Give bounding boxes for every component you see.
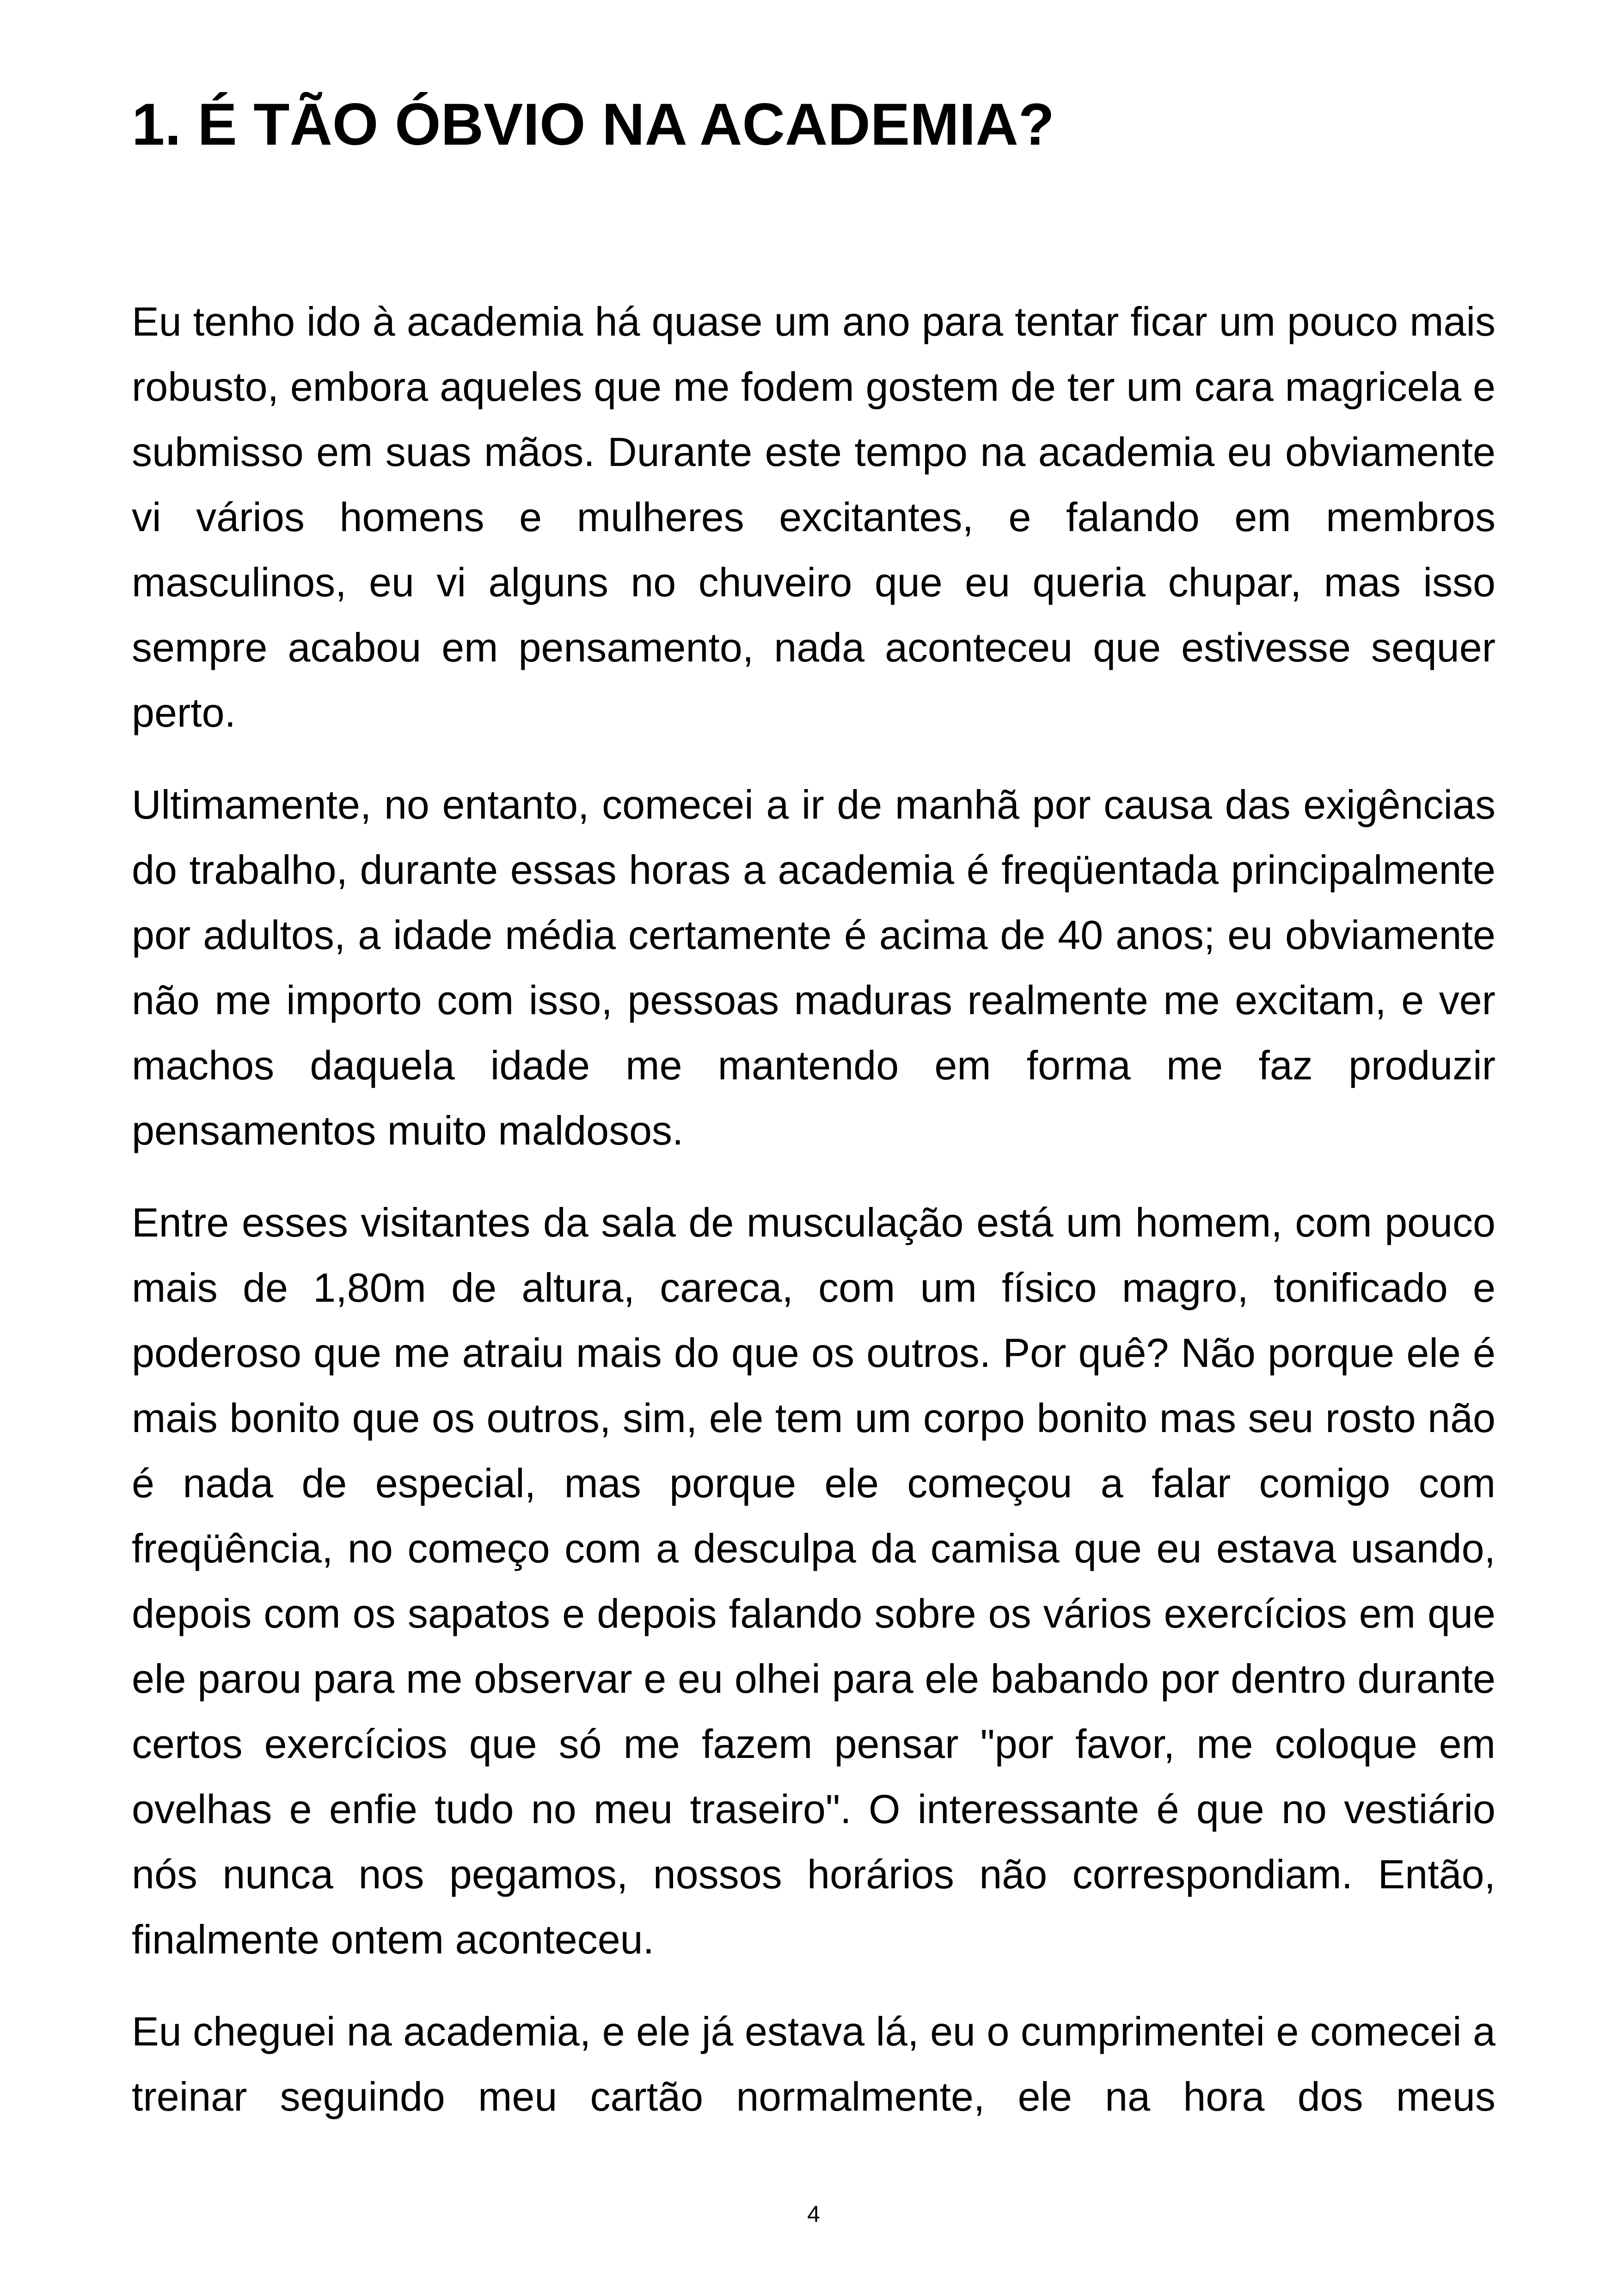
- paragraph: Eu cheguei na academia, e ele já estava lá, eu o cumprimentei e comecei a treinar seguindo meu cartão normalmente, ele na hora dos meus: [132, 2008, 1495, 2119]
- paragraph: Entre esses visitantes da sala de musculação está um homem, com pouco mais de 1,80m de altura, careca, com um físico magro, tonificado e poderoso que me atraiu mais do que os outros. Por quê? Não porque ele é mais bonito que os outros, sim, ele tem um corpo bonito mas seu rosto não é nada de especial, mas porque ele começou a falar comigo com freqüência, no começo com a desculpa da camisa que eu estava usando, depois com os sapatos e depois falando sobre os vários exercícios em que ele parou para me observar e eu olhei para ele babando por dentro durante certos exercícios que só me fazem pensar "por favor, me coloque em ovelhas e enfie tudo no meu traseiro". O interessante é que no vestiário nós nunca nos pegamos, nossos horários não correspondiam. Então, finalmente ontem aconteceu.: [132, 1200, 1495, 1962]
- paragraph: Ultimamente, no entanto, comecei a ir de manhã por causa das exigências do trabalho, durante essas horas a academia é freqüentada principalmente por adultos, a idade média certamente é acima de 40 anos; eu obviamente não me importo com isso, pessoas maduras realmente me excitam, e ver machos daquela idade me mantendo em forma me faz produzir pensamentos muito maldosos.: [132, 782, 1495, 1153]
- paragraph: Eu tenho ido à academia há quase um ano para tentar ficar um pouco mais robusto, embora aqueles que me fodem gostem de ter um cara magricela e submisso em suas mãos. Durante este tempo na academia eu obviamente vi vários homens e mulheres excitantes, e falando em membros masculinos, eu vi alguns no chuveiro que eu queria chupar, mas isso sempre acabou em pensamento, nada aconteceu que estivesse sequer perto.: [132, 299, 1495, 735]
- document-page: [132, 0, 1495, 2296]
- chapter-body: [132, 289, 1495, 2156]
- page-number: 4: [807, 2201, 820, 2227]
- chapter-title: 1. É TÃO ÓBVIO NA ACADEMIA?: [132, 92, 1054, 158]
